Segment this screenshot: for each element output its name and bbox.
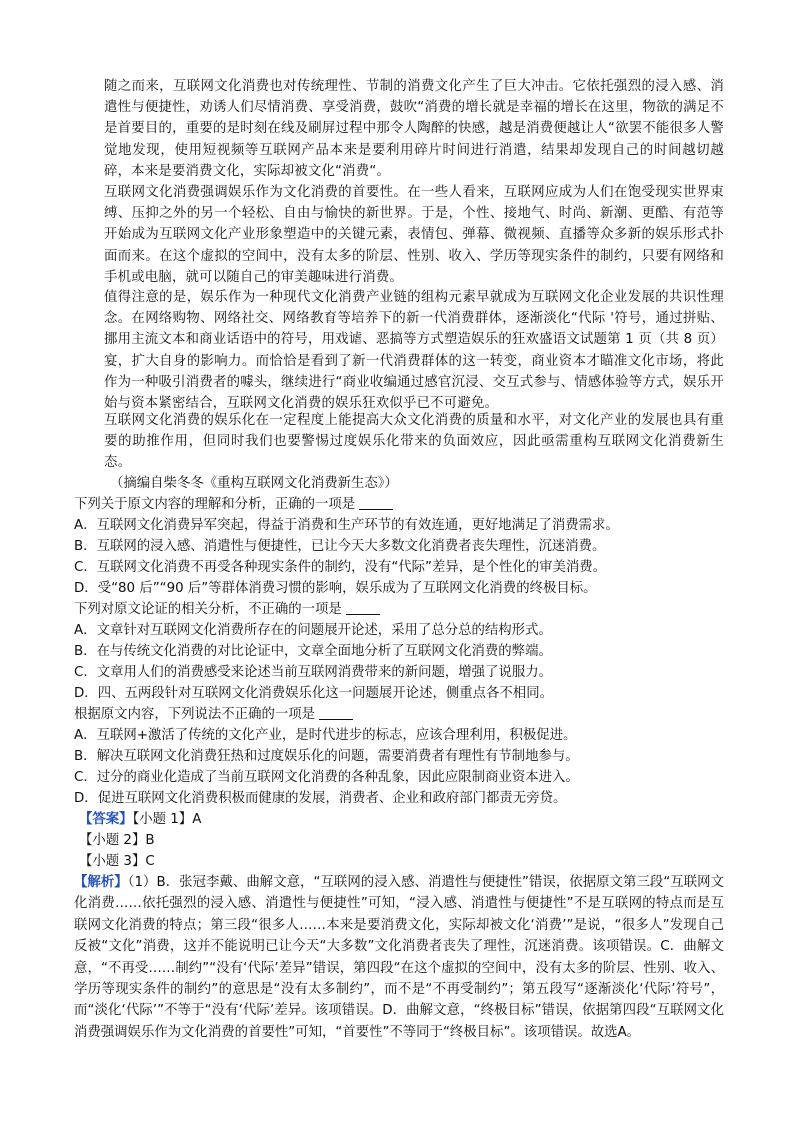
question-2-option-c: C．文章用人们的消费感受来论述当前互联网消费带来的新问题，增强了说服力。 [74, 665, 553, 680]
answer-line-2: 【小题 2】B [79, 833, 155, 848]
question-1-option-d: D．受“80 后”“90 后”等群体消费习惯的影响，娱乐成为了互联网文化消费的终极目标。 [74, 581, 597, 596]
question-1-option-b: B．互联网的浸入感、消遣性与便捷性，已让今天大多数文化消费者丧失理性，沉迷消费。 [74, 539, 606, 554]
passage-source: （摘编自柴冬冬《重构互联网文化消费新生态》） [110, 476, 398, 491]
question-1-option-c: C．互联网文化消费不再受各种现实条件的制约，没有“代际”差异，是个性化的审美消费。 [74, 560, 607, 575]
question-2-option-b: B．在与传统文化消费的对比论证中，文章全面地分析了互联网文化消费的弊端。 [74, 644, 552, 659]
passage-paragraph-2: 互联网文化消费强调娱乐作为文化消费的首要性。在一些人看来，互联网应成为人们在饱受现实世界束缚、压抑之外的另一个轻松、自由与愉快的新世界。于是，个性、接地气、时尚、新潮、更酷、有范等开始成为互联网文化产业形象塑造中的关键元素，表情包、弹幕、微视频、直播等众多新的娱乐形式扑面而来。在这个虚拟的空间中，没有太多的阶层、性别、收入、学历等现实条件的制约，只要有网络和手机或电脑，就可以随自己的审美趣味进行消费。 [104, 185, 724, 285]
answer-line-1: 【答案】【小题 1】A [79, 812, 202, 827]
question-3-stem: 根据原文内容，下列说法不正确的一项是 [74, 704, 734, 725]
question-1-stem: 下列关于原文内容的理解和分析，正确的一项是 [74, 494, 734, 515]
question-3-option-b: B．解决互联网文化消费狂热和过度娱乐化的问题，需要消费者有理性有节制地参与。 [74, 749, 579, 764]
answer-blank [346, 601, 380, 615]
passage-paragraph-4: 互联网文化消费的娱乐化在一定程度上能提高大众文化消费的质量和水平，对文化产业的发展也具有重要的助推作用，但同时我们也要警惕过度娱乐化带来的负面效应，因此亟需重构互联网文化消费新生态。 [104, 413, 724, 471]
question-2-option-d: D．四、五两段针对互联网文化消费娱乐化这一问题展开论述，侧重点各不相同。 [74, 686, 553, 701]
answer-blank [359, 496, 393, 510]
analysis-paragraph: 【解析】（1）B．张冠李戴、曲解文意，“互联网的浸入感、消遣性与便捷性”错误，依据原文第三段“互联网文化消费……依托强烈的浸入感、消遣性与便捷性”可知，“浸入感、消遣性与便捷性”不是互联网的特点而是互联网文化消费的特点；第三段“很多人……本来是要消费文化，实际却被文化‘消费’”是说，“很多人”发现自己反被“文化”消费，这并不能说明已让今天“大多数”文化消费者丧失了理性，沉迷消费。该项错误。C．曲解文意，“不再受……制约”“没有‘代际’差异”错误，第四段“在这个虚拟的空间中，没有太多的阶层、性别、收入、学历等现实条件的制约”的意思是“没有太多制约”，而不是“不再受制约”；第五段写“逐渐淡化‘代际’符号”，而“淡化‘代际’”不等于“没有‘代际’差异。该项错误。D．曲解文意，“终极目标”错误，依据第四段“互联网文化消费强调娱乐作为文化消费的首要性”可知，“首要性”不等同于“终极目标”。该项错误。故选A。 [74, 875, 724, 1040]
question-2-option-a: A．文章针对互联网文化消费所存在的问题展开论述，采用了总分总的结构形式。 [74, 623, 552, 638]
question-3-option-c: C．过分的商业化造成了当前互联网文化消费的各种乱象，因此应限制商业资本进入。 [74, 770, 579, 785]
passage-paragraph-1: 随之而来，互联网文化消费也对传统理性、节制的消费文化产生了巨大冲击。它依托强烈的浸入感、消遣性与便捷性，劝诱人们尽情消费、享受消费，鼓吹“消费的增长就是幸福的增长在这里，物欲的满足不是首要目的，重要的是时刻在线及刷屏过程中那令人陶醉的快感，越是消费便越让人“欲罢不能很多人警觉地发现，使用短视频等互联网产品本来是要利用碎片时间进行消遣，结果却发现自己的时间越切越碎，本来是要消费文化，实际却被文化“消费“。 [104, 79, 724, 179]
answer-line-3: 【小题 3】C [79, 854, 155, 869]
answer-blank [319, 706, 353, 720]
question-1-option-a: A．互联网文化消费异军突起，得益于消费和生产环节的有效连通，更好地满足了消费需求。 [74, 518, 619, 533]
answer-tag: 【答案】 [79, 812, 133, 827]
question-2-stem: 下列对原文论证的相关分析，不正确的一项是 [74, 599, 734, 620]
passage-paragraph-3: 值得注意的是，娱乐作为一种现代文化消费产业链的组构元素早就成为互联网文化企业发展的共识性理念。在网络购物、网络社交、网络教育等培养下的新一代消费群体，逐渐淡化“代际 '符号，通过拼贴、挪用主流文本和商业话语中的符号，用戏谑、恶搞等方式塑造娱乐的狂欢盛语文试题第 1 页（共 8 页）宴，扩大自身的影响力。而恰恰是看到了新一代消费群体的这一转变，商业资本才瞄准文化市场，将此作为一种吸引消费者的噱头，继续进行“商业收编通过感官沉浸、交互式参与、情感体验等方式，娱乐开始与资本紧密结合，互联网文化消费的娱乐狂欢似乎已不可避免。 [104, 290, 724, 412]
question-3-option-d: D．促进互联网文化消费积极而健康的发展，消费者、企业和政府部门都责无旁贷。 [74, 791, 567, 806]
question-3-option-a: A．互联网+激活了传统的文化产业，是时代进步的标志，应该合理利用，积极促进。 [74, 728, 577, 743]
analysis-tag: 【解析】 [74, 875, 128, 890]
